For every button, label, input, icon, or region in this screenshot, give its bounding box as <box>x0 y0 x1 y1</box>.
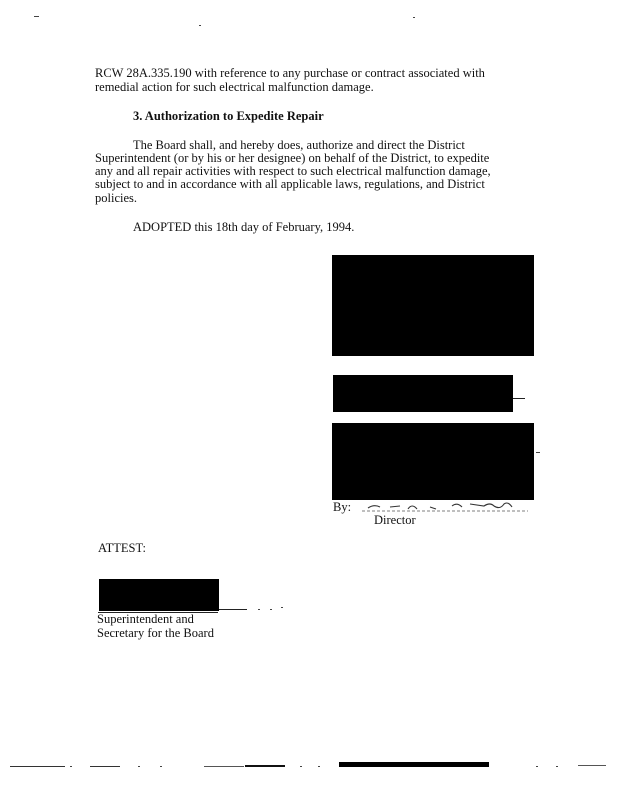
adopted-line: ADOPTED this 18th day of February, 1994. <box>133 220 355 234</box>
scan-mark <box>556 766 558 767</box>
scan-artifact <box>578 765 606 766</box>
body-line: subject to and in accordance with all applicable laws, regulations, and District <box>95 177 485 191</box>
attest-label: ATTEST: <box>98 541 146 555</box>
signature-line <box>219 609 247 610</box>
scan-mark <box>536 766 538 767</box>
attest-title-line: Secretary for the Board <box>97 626 214 640</box>
handwritten-signature <box>360 498 530 514</box>
body-line: any and all repair activities with respect to such electrical malfunction damage, <box>95 164 491 178</box>
body-line: The Board shall, and hereby does, authorize and direct the District <box>133 138 465 152</box>
scan-mark <box>138 766 140 767</box>
section-heading: 3. Authorization to Expedite Repair <box>133 109 324 123</box>
redaction-block <box>99 579 219 611</box>
scan-mark <box>70 766 72 767</box>
body-line: policies. <box>95 191 138 205</box>
scan-artifact <box>90 766 120 767</box>
intro-line: remedial action for such electrical malfunction damage. <box>95 80 374 94</box>
intro-line: RCW 28A.335.190 with reference to any purchase or contract associated with <box>95 66 485 80</box>
scan-mark <box>281 607 283 608</box>
scan-artifact <box>204 766 244 767</box>
scan-mark <box>34 16 39 17</box>
scan-mark <box>300 766 302 767</box>
scan-mark <box>413 17 415 18</box>
scan-mark <box>199 25 201 26</box>
scan-mark <box>270 609 272 610</box>
redaction-block <box>332 255 534 356</box>
by-label: By: <box>333 500 352 514</box>
scan-mark <box>536 452 540 453</box>
scan-mark <box>318 766 320 767</box>
redaction-block <box>332 423 534 500</box>
attest-title-line: Superintendent and <box>97 612 194 626</box>
scan-mark <box>160 766 162 767</box>
scan-mark <box>258 609 260 610</box>
scan-artifact <box>245 765 285 767</box>
scan-artifact <box>339 762 489 767</box>
redaction-block <box>333 375 513 412</box>
signature-title: Director <box>374 513 416 527</box>
scan-artifact <box>10 766 65 767</box>
signature-line-stub <box>513 398 525 399</box>
body-line: Superintendent (or by his or her designee) on behalf of the District, to expedite <box>95 151 490 165</box>
